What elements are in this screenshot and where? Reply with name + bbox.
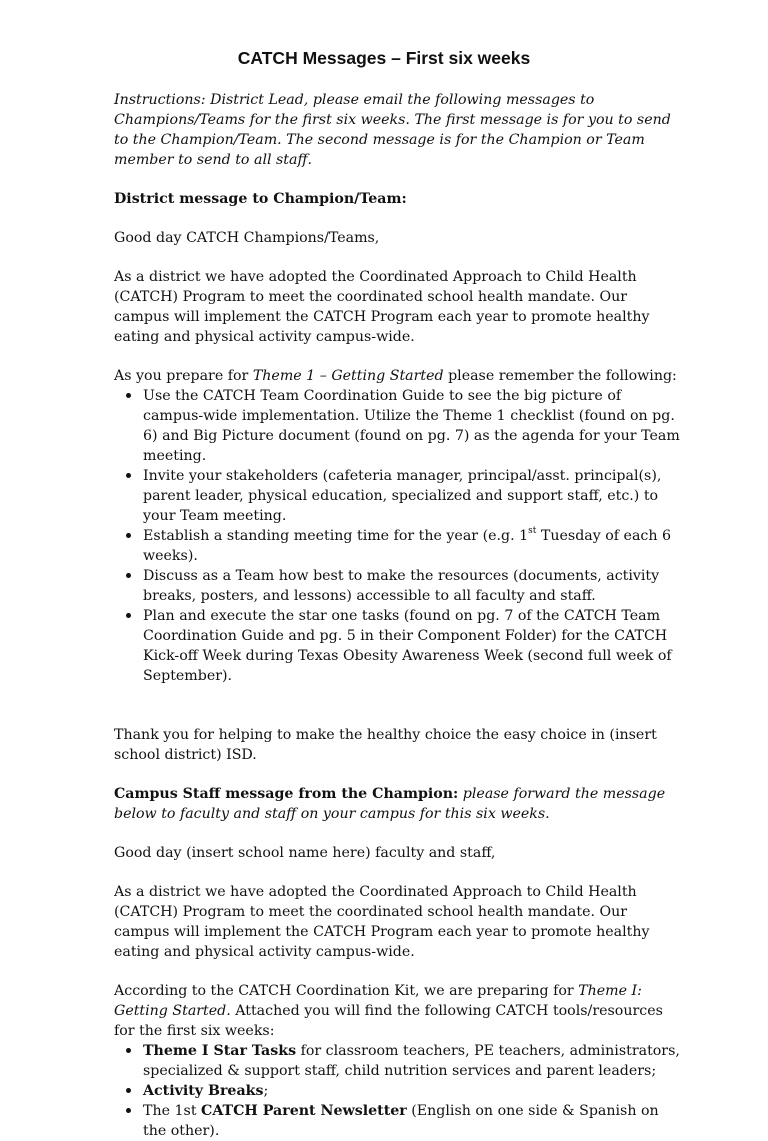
list-item: The 1st CATCH Parent Newsletter (English on one side & Spanish on the other). bbox=[114, 1101, 684, 1141]
theme-1-reference: Theme 1 – Getting Started bbox=[252, 368, 444, 384]
district-greeting: Good day CATCH Champions/Teams, bbox=[114, 230, 380, 246]
list-item: Plan and execute the star one tasks (found on pg. 7 of the CATCH Team Coordination Guide and pg. 5 in their Component Folder) for the CATCH Kick-off Week during Texas Obesity Awareness Week (second full week of September). bbox=[114, 606, 684, 686]
district-message-heading: District message to Champion/Team: bbox=[114, 191, 407, 207]
district-bullet-list bbox=[114, 386, 684, 686]
district-closing-paragraph: Thank you for helping to make the healthy choice the easy choice in (insert school district) ISD. bbox=[114, 727, 657, 763]
list-item: Establish a standing meeting time for the year (e.g. 1st Tuesday of each 6 weeks). bbox=[114, 526, 684, 566]
campus-heading-note: please forward the message below to faculty and staff on your campus for this six weeks. bbox=[114, 786, 666, 822]
document-body bbox=[114, 90, 684, 1141]
list-item: Use the CATCH Team Coordination Guide to see the big picture of campus-wide implementation. Utilize the Theme 1 checklist (found on pg. 6) and Big Picture document (found on pg. 7) as the agenda for your Team meeting. bbox=[114, 386, 684, 466]
according-paragraph: According to the CATCH Coordination Kit, we are preparing for Theme I: Getting Started. Attached you will find the following CATCH tools/resources for the first six weeks: bbox=[114, 983, 663, 1039]
document-title: CATCH Messages – First six weeks bbox=[237, 48, 531, 68]
list-item: Discuss as a Team how best to make the resources (documents, activity breaks, posters, and lessons) accessible to all faculty and staff. bbox=[114, 566, 684, 606]
list-item: Theme I Star Tasks for classroom teachers, PE teachers, administrators, specialized & support staff, child nutrition services and parent leaders; bbox=[114, 1041, 684, 1081]
campus-bullet-list bbox=[114, 1041, 684, 1141]
theme-i-reference: Theme I: Getting Started. bbox=[114, 983, 642, 1019]
list-item: Invite your stakeholders (cafeteria manager, principal/asst. principal(s), parent leader, physical education, specialized and support staff, etc.) to your Team meeting. bbox=[114, 466, 684, 526]
list-item: Activity Breaks; bbox=[114, 1081, 684, 1101]
campus-greeting: Good day (insert school name here) faculty and staff, bbox=[114, 845, 496, 861]
campus-message-heading: Campus Staff message from the Champion: please forward the message below to faculty and staff on your campus for this six weeks. bbox=[114, 786, 666, 822]
campus-intro-paragraph: As a district we have adopted the Coordinated Approach to Child Health (CATCH) Program to meet the coordinated school health mandate. Our campus will implement the CATCH Program each year to promote healthy eating and physical activity campus-wide. bbox=[114, 884, 650, 960]
district-intro-paragraph: As a district we have adopted the Coordinated Approach to Child Health (CATCH) Program to meet the coordinated school health mandate. Our campus will implement the CATCH Program each year to promote healthy eating and physical activity campus-wide. bbox=[114, 269, 650, 345]
instructions-paragraph: Instructions: District Lead, please email the following messages to Champions/Teams for the first six weeks. The first message is for you to send to the Champion/Team. The second message is for the Champion or Team member to send to all staff. bbox=[114, 92, 671, 168]
prepare-line: As you prepare for Theme 1 – Getting Started please remember the following: bbox=[114, 368, 677, 384]
